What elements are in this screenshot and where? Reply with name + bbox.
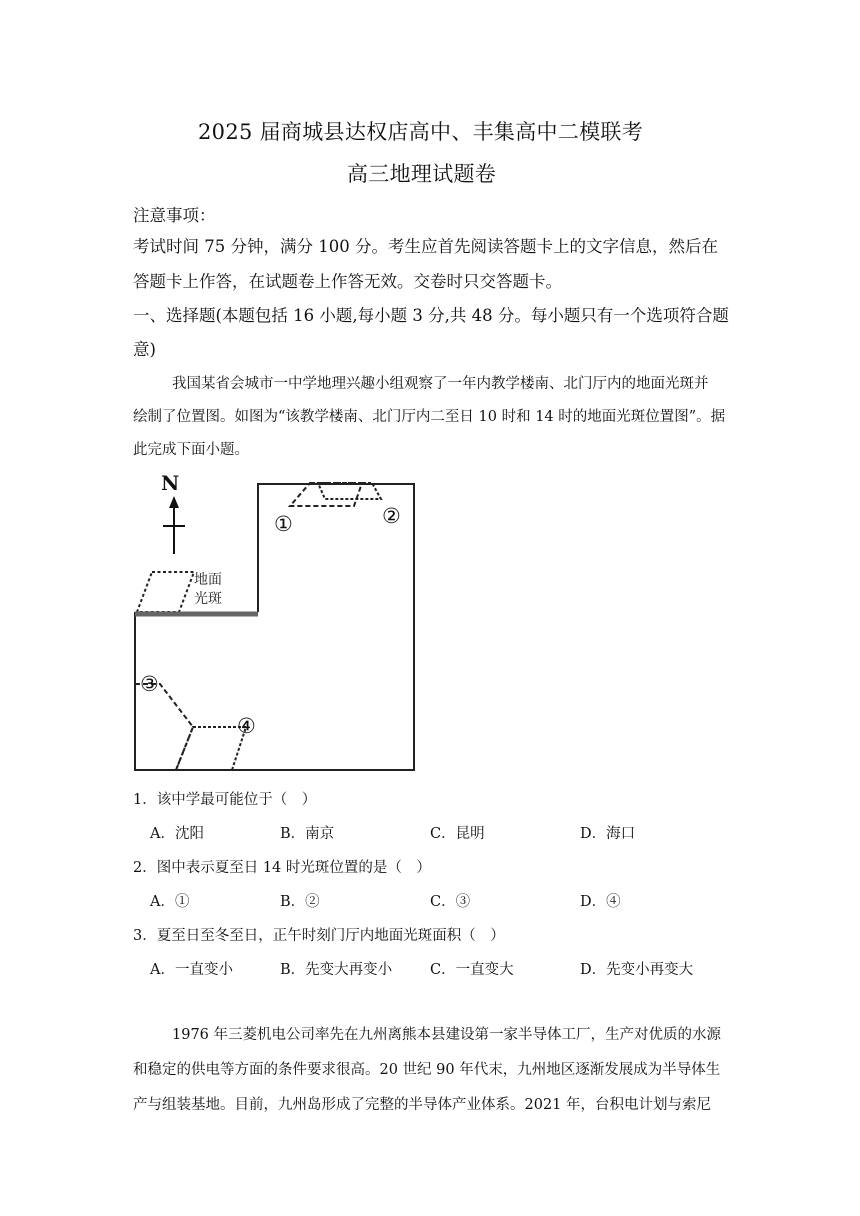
passage1-line-3: 此完成下面小题。: [133, 442, 249, 458]
q3-option-a[interactable]: A．一直变小: [150, 962, 233, 978]
passage2-line-3: 产与组装基地。目前，九州岛形成了完整的半导体产业体系。2021 年，台积电计划与索尼: [133, 1097, 712, 1113]
q3-option-d[interactable]: D．先变小再变大: [580, 962, 694, 978]
passage2-line-1: 1976 年三菱机电公司率先在九州离熊本县建设第一家半导体工厂，生产对优质的水源: [172, 1027, 722, 1043]
passage1-line-1: 我国某省会城市一中学地理兴趣小组观察了一年内教学楼南、北门厅内的地面光斑并: [172, 376, 709, 392]
exam-title: 2025 届商城县达权店高中、丰集高中二模联考: [198, 120, 644, 144]
section-heading: 一、选择题(本题包括 16 小题,每小题 3 分,共 48 分。每小题只有一个选项符合题: [133, 306, 729, 325]
q2-option-b[interactable]: B．②: [280, 894, 320, 910]
legend-spot-icon: [137, 572, 194, 612]
q1-option-a[interactable]: A．沈阳: [150, 826, 204, 842]
passage1-line-2: 绘制了位置图。如图为“该教学楼南、北门厅内二至日 10 时和 14 时的地面光斑位置图”。据: [133, 409, 726, 425]
marker-3: ③: [140, 672, 159, 696]
passage2-line-2: 和稳定的供电等方面的条件要求很高。20 世纪 90 年代末，九州地区逐渐发展成为半导体生: [133, 1062, 721, 1078]
section-heading-cont: 意): [133, 340, 156, 359]
spot-2: [318, 483, 381, 499]
q2-option-c[interactable]: C．③: [430, 894, 471, 910]
spot-4: [176, 727, 246, 770]
q1-option-b[interactable]: B．南京: [280, 826, 335, 842]
paper-title: 高三地理试题卷: [347, 162, 497, 186]
notice-line-1: 考试时间 75 分钟，满分 100 分。考生应首先阅读答题卡上的文字信息，然后在: [133, 237, 718, 256]
q3-option-b[interactable]: B．先变大再变小: [280, 962, 393, 978]
legend-label-2: 光斑: [194, 591, 222, 607]
legend-label-1: 地面: [194, 572, 222, 588]
notice-line-2: 答题卡上作答，在试题卷上作答无效。交卷时只交答题卡。: [133, 272, 562, 291]
q2-option-d[interactable]: D．④: [580, 894, 621, 910]
spot-1: [290, 483, 362, 506]
north-arrow-icon: [163, 496, 185, 554]
q1-option-c[interactable]: C．昆明: [430, 826, 485, 842]
q2-option-a[interactable]: A．①: [150, 894, 190, 910]
marker-4: ④: [237, 714, 256, 738]
notice-heading: 注意事项：: [133, 206, 216, 225]
question-1-stem: 1．该中学最可能位于（ ）: [133, 792, 317, 808]
marker-2: ②: [382, 504, 401, 528]
q3-option-c[interactable]: C．一直变大: [430, 962, 514, 978]
q1-option-d[interactable]: D．海口: [580, 826, 636, 842]
spot-3: [135, 684, 193, 770]
question-3-stem: 3．夏至日至冬至日，正午时刻门厅内地面光斑面积（ ）: [133, 928, 505, 944]
question-2-stem: 2．图中表示夏至日 14 时光斑位置的是（ ）: [133, 860, 431, 876]
marker-1: ①: [274, 512, 293, 536]
north-label: N: [161, 471, 180, 495]
